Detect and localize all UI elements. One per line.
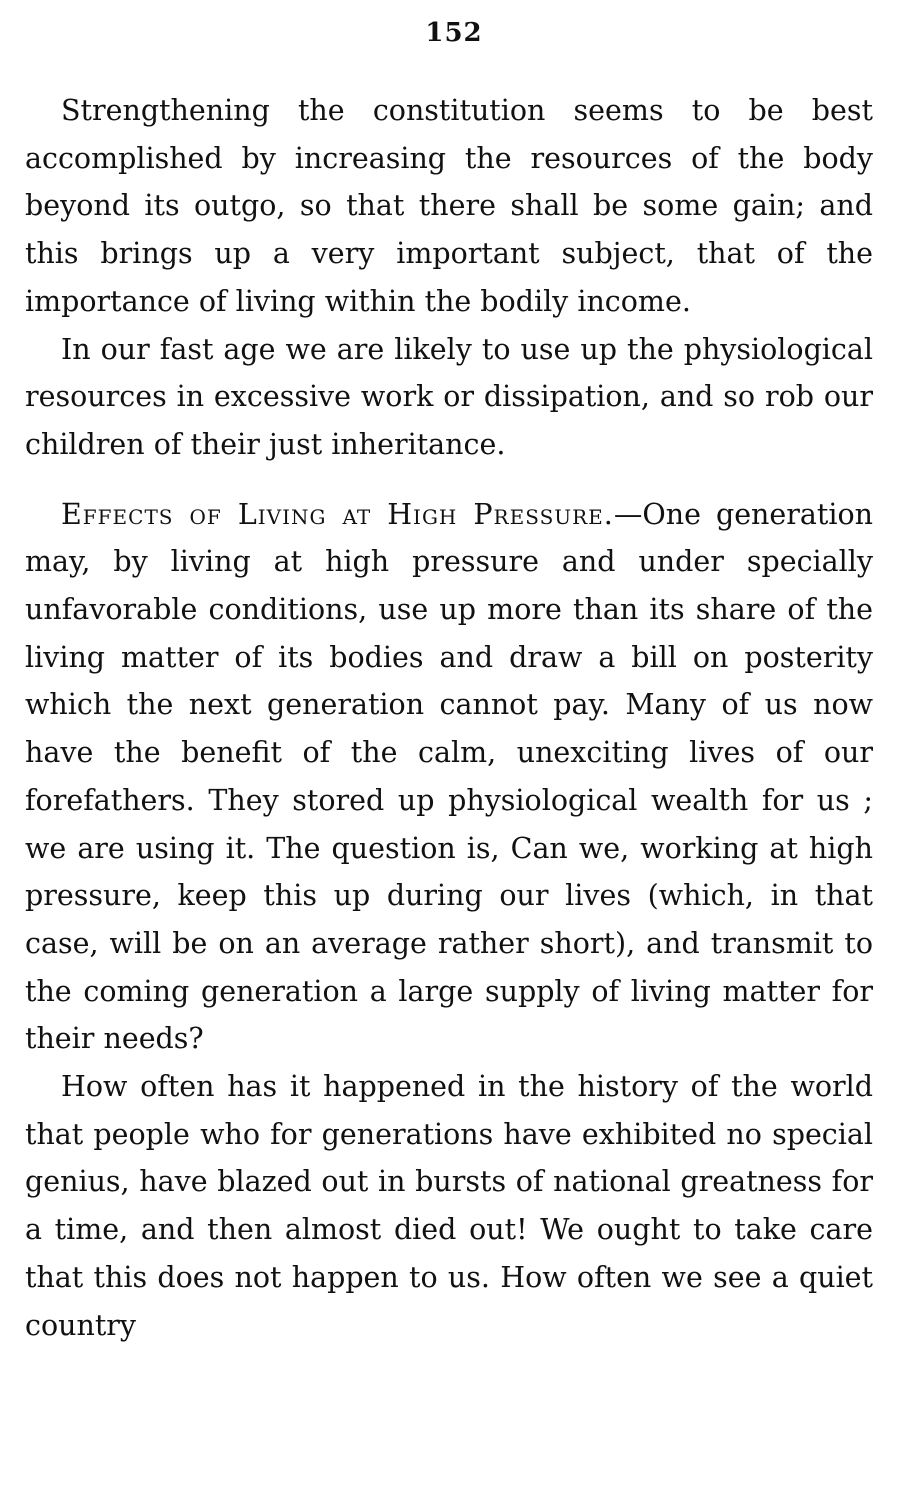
section-heading: Effects of Living at High Pressure. xyxy=(61,497,614,531)
paragraph-high-pressure-text: —One generation may, by living at high pressure and under specially unfavorable conditions, use up more than its share of the living matter of its bodies and draw a bill on posterity which the next generation cannot pay. Many of us now have the benefit of the calm, unexciting lives of our forefathers. They stored up physiological wealth for us ; we are using it. The question is, Can we, working at high pressure, keep this up during our lives (which, in that case, will be on an average rather short), and transmit to the coming generation a large supply of living matter for their needs? xyxy=(25,497,873,1056)
page-number: 152 xyxy=(425,18,483,48)
paragraph-constitution: Strengthening the constitution seems to be best accomplished by increasing the resources of the body beyond its outgo, so that there shall be some gain; and this brings up a very important subject, that of the importance of living within the bodily income. xyxy=(25,94,873,318)
paragraph-high-pressure xyxy=(25,491,873,1063)
paragraph-fast-age: In our fast age we are likely to use up the physiological resources in excessive work or dissipation, and so rob our children of their just inheritance. xyxy=(25,332,873,461)
page-body xyxy=(25,87,873,1349)
paragraph-history: How often has it happened in the history of the world that people who for generations have exhibited no special genius, have blazed out in bursts of national greatness for a time, and then almost died out! We ought to take care that this does not happen to us. How often we see a quiet country xyxy=(25,1070,873,1342)
